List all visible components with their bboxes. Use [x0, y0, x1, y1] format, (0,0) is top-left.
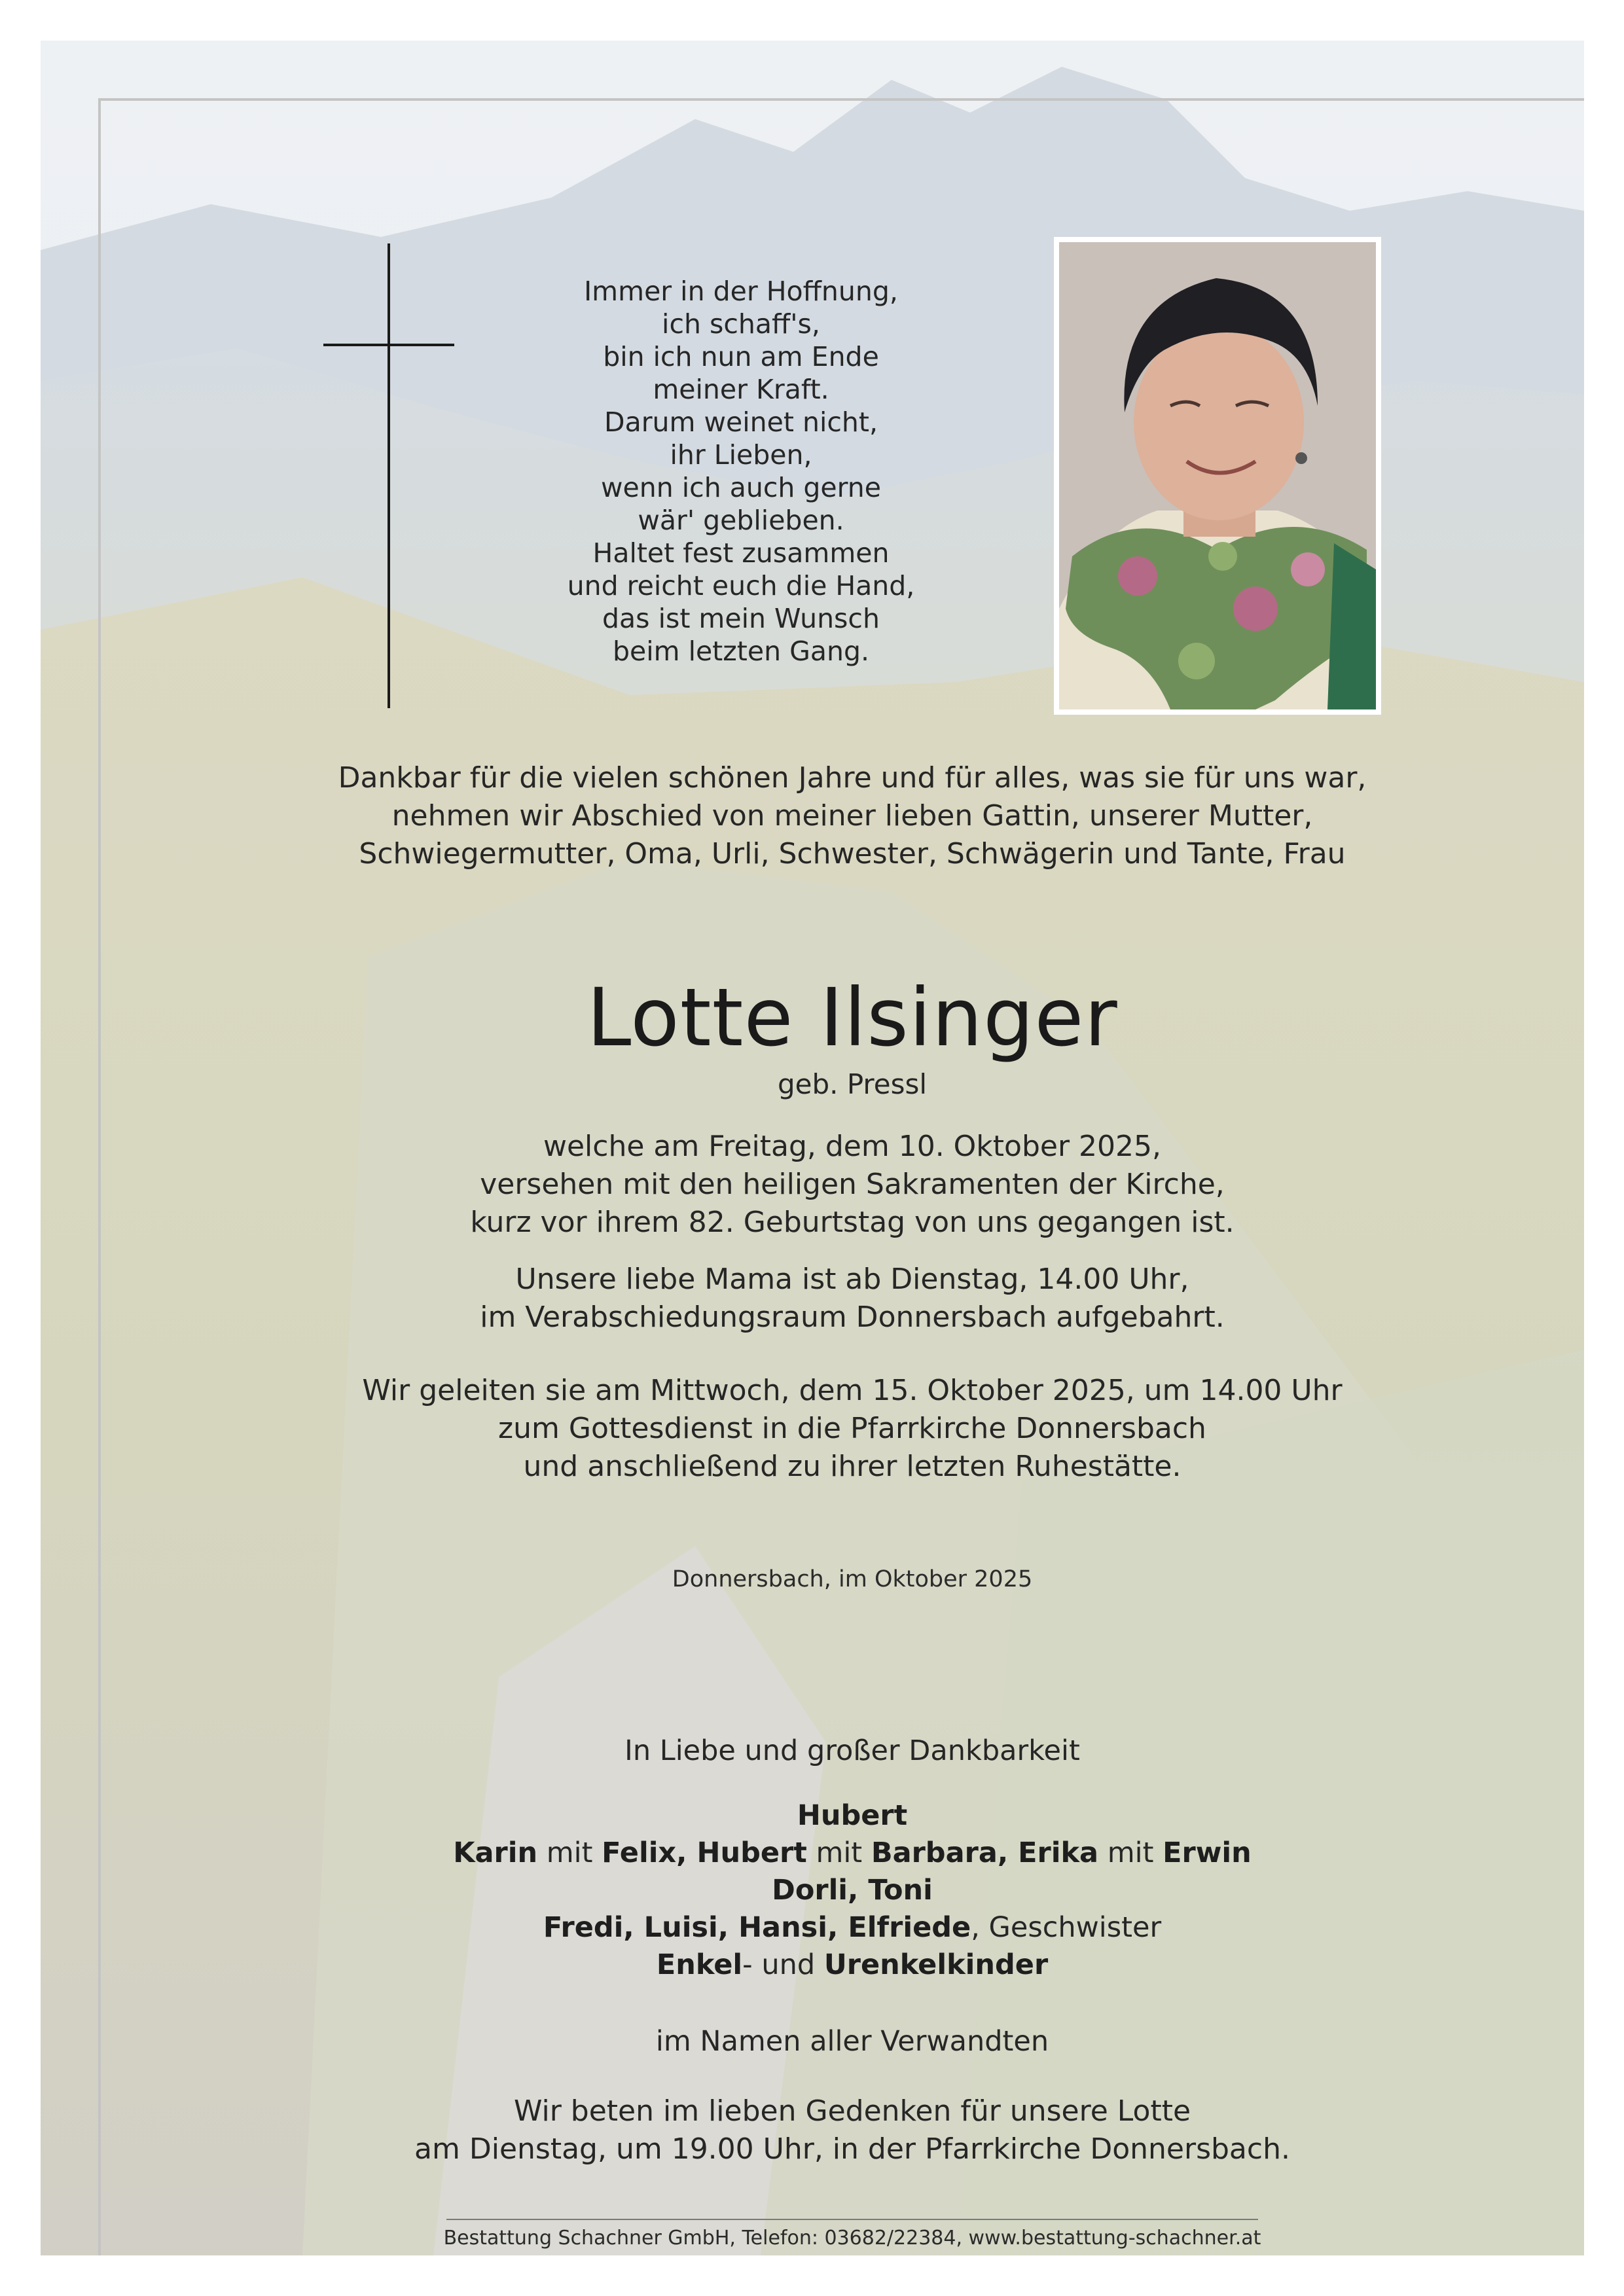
poem-line: beim letzten Gang.	[612, 636, 870, 667]
intro-line: nehmen wir Abschied von meiner lieben Gattin, unserer Mutter,	[391, 799, 1313, 833]
conjunction: - und	[742, 1948, 824, 1981]
viewing-line: im Verabschiedungsraum Donnersbach aufgebahrt.	[480, 1300, 1225, 1334]
poem-line: meiner Kraft.	[653, 374, 829, 405]
funeral-notice	[198, 1372, 1507, 1486]
prayer-notice	[198, 2092, 1507, 2168]
intro-line: Schwiegermutter, Oma, Urli, Schwester, Schwägerin und Tante, Frau	[359, 837, 1346, 870]
siblings-suffix: , Geschwister	[971, 1911, 1162, 1944]
husband-name: Hubert	[797, 1799, 908, 1832]
poem-line: und reicht euch die Hand,	[567, 570, 915, 601]
death-notice-line: kurz vor ihrem 82. Geburtstag von uns gegangen ist.	[470, 1206, 1235, 1239]
partner-names: Barbara, Erika	[871, 1837, 1099, 1869]
funeral-line: zum Gottesdienst in die Pfarrkirche Donnersbach	[498, 1412, 1206, 1445]
place-date: Donnersbach, im Oktober 2025	[672, 1566, 1033, 1592]
poem-line: wenn ich auch gerne	[601, 472, 881, 503]
more-children: Dorli, Toni	[772, 1874, 933, 1907]
poem	[512, 275, 970, 668]
conjunction: mit	[1098, 1837, 1163, 1869]
conjunction: mit	[806, 1837, 871, 1869]
poem-line: Darum weinet nicht,	[604, 406, 878, 438]
poem-line: Immer in der Hoffnung,	[584, 276, 898, 307]
poem-line: bin ich nun am Ende	[603, 341, 879, 372]
mourners-intro: In Liebe und großer Dankbarkeit	[624, 1734, 1080, 1767]
great-grandchildren: Urenkelkinder	[823, 1948, 1049, 1981]
child-name: Karin	[453, 1837, 538, 1869]
prayer-line: Wir beten im lieben Gedenken für unsere Lotte	[513, 2094, 1191, 2128]
mourners	[198, 1732, 1507, 2060]
poem-line: ich schaff's,	[662, 308, 820, 340]
grandchildren: Enkel	[656, 1948, 743, 1981]
children-line	[198, 1835, 1507, 1872]
poem-line: wär' geblieben.	[638, 505, 844, 536]
partner-names: Felix, Hubert	[602, 1837, 807, 1869]
maiden-name: geb. Pressl	[777, 1068, 928, 1100]
viewing-notice	[198, 1261, 1507, 1336]
death-notice-line: welche am Freitag, dem 10. Oktober 2025,	[543, 1130, 1161, 1163]
grandchildren-line	[198, 1946, 1507, 1984]
footer-contact: Bestattung Schachner GmbH, Telefon: 03682/22384, www.bestattung-schachner.at	[443, 2227, 1261, 2250]
portrait-frame	[1054, 237, 1381, 715]
obituary-sheet	[41, 41, 1584, 2255]
sibling-names: Fredi, Luisi, Hansi, Elfriede	[543, 1911, 971, 1944]
prayer-line: am Dienstag, um 19.00 Uhr, in der Pfarrkirche Donnersbach.	[414, 2132, 1290, 2166]
death-notice	[198, 1128, 1507, 1242]
siblings-line	[198, 1909, 1507, 1946]
intro-text	[198, 759, 1507, 873]
funeral-line: Wir geleiten sie am Mittwoch, dem 15. Oktober 2025, um 14.00 Uhr	[362, 1374, 1343, 1407]
intro-line: Dankbar für die vielen schönen Jahre und für alles, was sie für uns war,	[338, 761, 1367, 795]
poem-line: ihr Lieben,	[670, 439, 812, 471]
relatives-line: im Namen aller Verwandten	[655, 2025, 1049, 2058]
poem-line: Haltet fest zusammen	[592, 537, 890, 569]
death-notice-line: versehen mit den heiligen Sakramenten der Kirche,	[480, 1168, 1225, 1201]
poem-line: das ist mein Wunsch	[602, 603, 880, 634]
footer-divider	[446, 2219, 1258, 2220]
cross-icon	[323, 243, 454, 708]
viewing-line: Unsere liebe Mama ist ab Dienstag, 14.00 Uhr,	[515, 1263, 1189, 1296]
conjunction: mit	[537, 1837, 602, 1869]
deceased-name: Lotte Ilsinger	[586, 971, 1118, 1064]
portrait-photo	[1059, 242, 1376, 709]
funeral-line: und anschließend zu ihrer letzten Ruhestätte.	[523, 1450, 1182, 1483]
partner-names: Erwin	[1163, 1837, 1252, 1869]
